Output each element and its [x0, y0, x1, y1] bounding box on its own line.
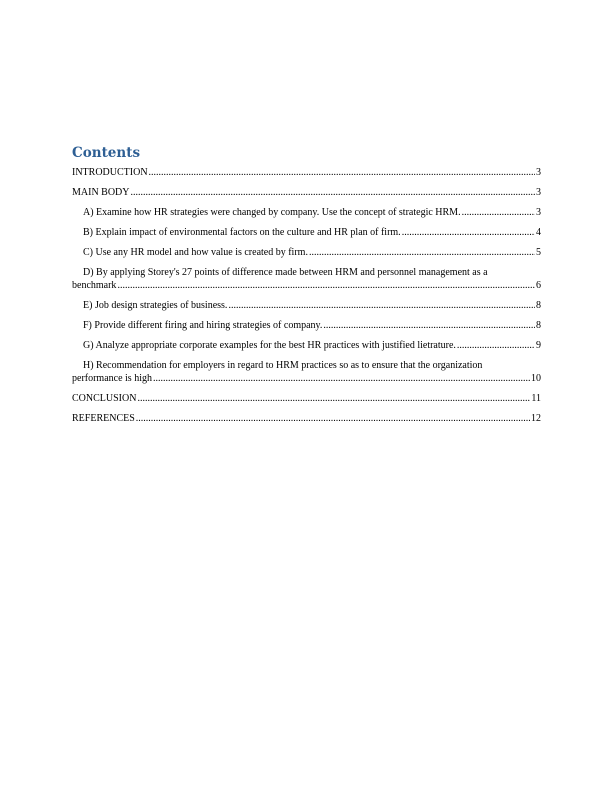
toc-entry-text: B) Explain impact of environmental factors on the culture and HR plan of firm. — [83, 227, 401, 238]
toc-page-number: 3 — [536, 207, 541, 218]
toc-entry-text: MAIN BODY — [72, 187, 130, 198]
toc-entry-text: A) Examine how HR strategies were changed by company. Use the concept of strategic HRM. — [83, 207, 461, 218]
toc-entry-text: F) Provide different firing and hiring strategies of company. — [83, 320, 323, 331]
dot-leader — [117, 279, 535, 292]
toc-entry-e[interactable] — [72, 299, 541, 312]
toc-page-number: 5 — [536, 247, 541, 258]
dot-leader — [323, 319, 535, 332]
toc-entry-g[interactable] — [72, 339, 541, 352]
toc-entry-introduction[interactable] — [72, 166, 541, 179]
toc-entry-text: INTRODUCTION — [72, 167, 148, 178]
toc-entry-d[interactable] — [72, 266, 541, 292]
toc-entry-text: E) Job design strategies of business. — [83, 300, 228, 311]
toc-entry-main-body[interactable] — [72, 186, 541, 199]
toc-page-number: 3 — [536, 187, 541, 198]
toc-page-number: 8 — [536, 300, 541, 311]
toc-entry-references[interactable] — [72, 412, 541, 425]
dot-leader — [137, 392, 530, 405]
table-of-contents — [72, 144, 541, 432]
dot-leader — [153, 372, 530, 385]
dot-leader — [228, 299, 535, 312]
toc-entry-b[interactable] — [72, 226, 541, 239]
toc-page-number: 3 — [536, 167, 541, 178]
toc-entry-text: CONCLUSION — [72, 393, 137, 404]
toc-entry-f[interactable] — [72, 319, 541, 332]
dot-leader — [131, 186, 536, 199]
toc-page-number: 12 — [531, 413, 541, 424]
toc-entry-text: REFERENCES — [72, 413, 135, 424]
toc-page-number: 4 — [536, 227, 541, 238]
toc-entry-c[interactable] — [72, 246, 541, 259]
dot-leader — [309, 246, 535, 259]
toc-page-number: 11 — [531, 393, 541, 404]
toc-page-number: 10 — [531, 373, 541, 384]
toc-entry-text-line1: H) Recommendation for employers in regard to HRM practices so as to ensure that the organization — [83, 360, 483, 371]
dot-leader — [457, 339, 535, 352]
dot-leader — [462, 206, 535, 219]
dot-leader — [136, 412, 530, 425]
toc-entry-text: performance is high — [72, 373, 152, 384]
toc-entry-text: benchmark — [72, 280, 117, 291]
toc-page-number: 9 — [536, 340, 541, 351]
dot-leader — [402, 226, 535, 239]
toc-page-number: 6 — [536, 280, 541, 291]
toc-entry-text: C) Use any HR model and how value is created by firm. — [83, 247, 308, 258]
dot-leader — [149, 166, 535, 179]
toc-entry-text-line1: D) By applying Storey's 27 points of difference made between HRM and personnel management as a — [83, 267, 488, 278]
toc-heading: Contents — [72, 145, 141, 161]
toc-page-number: 8 — [536, 320, 541, 331]
toc-entry-h[interactable] — [72, 359, 541, 385]
toc-entry-a[interactable] — [72, 206, 541, 219]
toc-entry-text: G) Analyze appropriate corporate examples for the best HR practices with justified lietrature. — [83, 340, 456, 351]
toc-entry-conclusion[interactable] — [72, 392, 541, 405]
